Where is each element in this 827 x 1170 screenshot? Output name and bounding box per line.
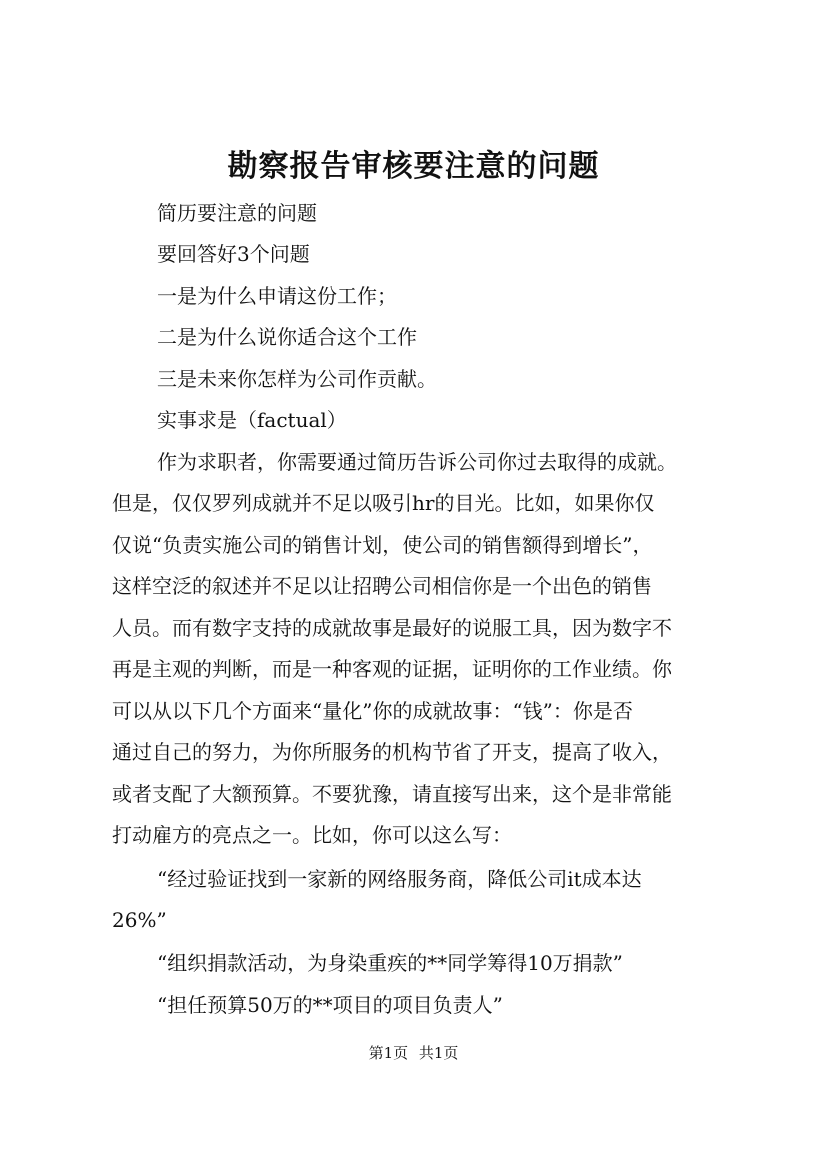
quote-line: “组织捐款活动，为身染重疾的**同学筹得10万捐款” bbox=[157, 951, 623, 975]
text-line: 要回答好3个问题 bbox=[157, 242, 310, 266]
document-title: 勘察报告审核要注意的问题 bbox=[227, 149, 600, 184]
quote-line: “担任预算50万的**项目的项目负责人” bbox=[157, 993, 503, 1017]
page-footer bbox=[0, 1042, 827, 1064]
quote-line: “经过验证找到一家新的网络服务商，降低公司it成本达 bbox=[157, 867, 642, 891]
paragraph-line: 人员。而有数字支持的成就故事是最好的说服工具，因为数字不 bbox=[112, 616, 672, 640]
text-line: 二是为什么说你适合这个工作 bbox=[157, 325, 417, 349]
paragraph-line: 或者支配了大额预算。不要犹豫，请直接写出来，这个是非常能 bbox=[112, 782, 672, 806]
paragraph-line: 仅说“负责实施公司的销售计划，使公司的销售额得到增长”， bbox=[112, 533, 653, 557]
page-number: 第1页 bbox=[368, 1044, 409, 1062]
paragraph-line: 但是，仅仅罗列成就并不足以吸引hr的目光。比如，如果你仅 bbox=[112, 491, 655, 515]
text-line: 实事求是（factual） bbox=[157, 408, 347, 432]
paragraph-line: 再是主观的判断，而是一种客观的证据，证明你的工作业绩。你 bbox=[112, 657, 672, 681]
paragraph-line: 这样空泛的叙述并不足以让招聘公司相信你是一个出色的销售 bbox=[112, 574, 652, 598]
paragraph-line: 作为求职者，你需要通过简历告诉公司你过去取得的成就。 bbox=[157, 450, 677, 474]
paragraph-line: 打动雇方的亮点之一。比如，你可以这么写： bbox=[112, 823, 512, 847]
heading-resume-notes: 简历要注意的问题 bbox=[157, 201, 317, 225]
paragraph-line: 可以从以下几个方面来“量化”你的成就故事：“钱”：你是否 bbox=[112, 699, 633, 723]
text-line: 三是未来你怎样为公司作贡献。 bbox=[157, 367, 437, 391]
quote-line: 26%” bbox=[112, 908, 167, 932]
page-total: 共1页 bbox=[418, 1044, 459, 1062]
text-line: 一是为什么申请这份工作； bbox=[157, 284, 397, 308]
paragraph-line: 通过自己的努力，为你所服务的机构节省了开支，提高了收入， bbox=[112, 740, 672, 764]
